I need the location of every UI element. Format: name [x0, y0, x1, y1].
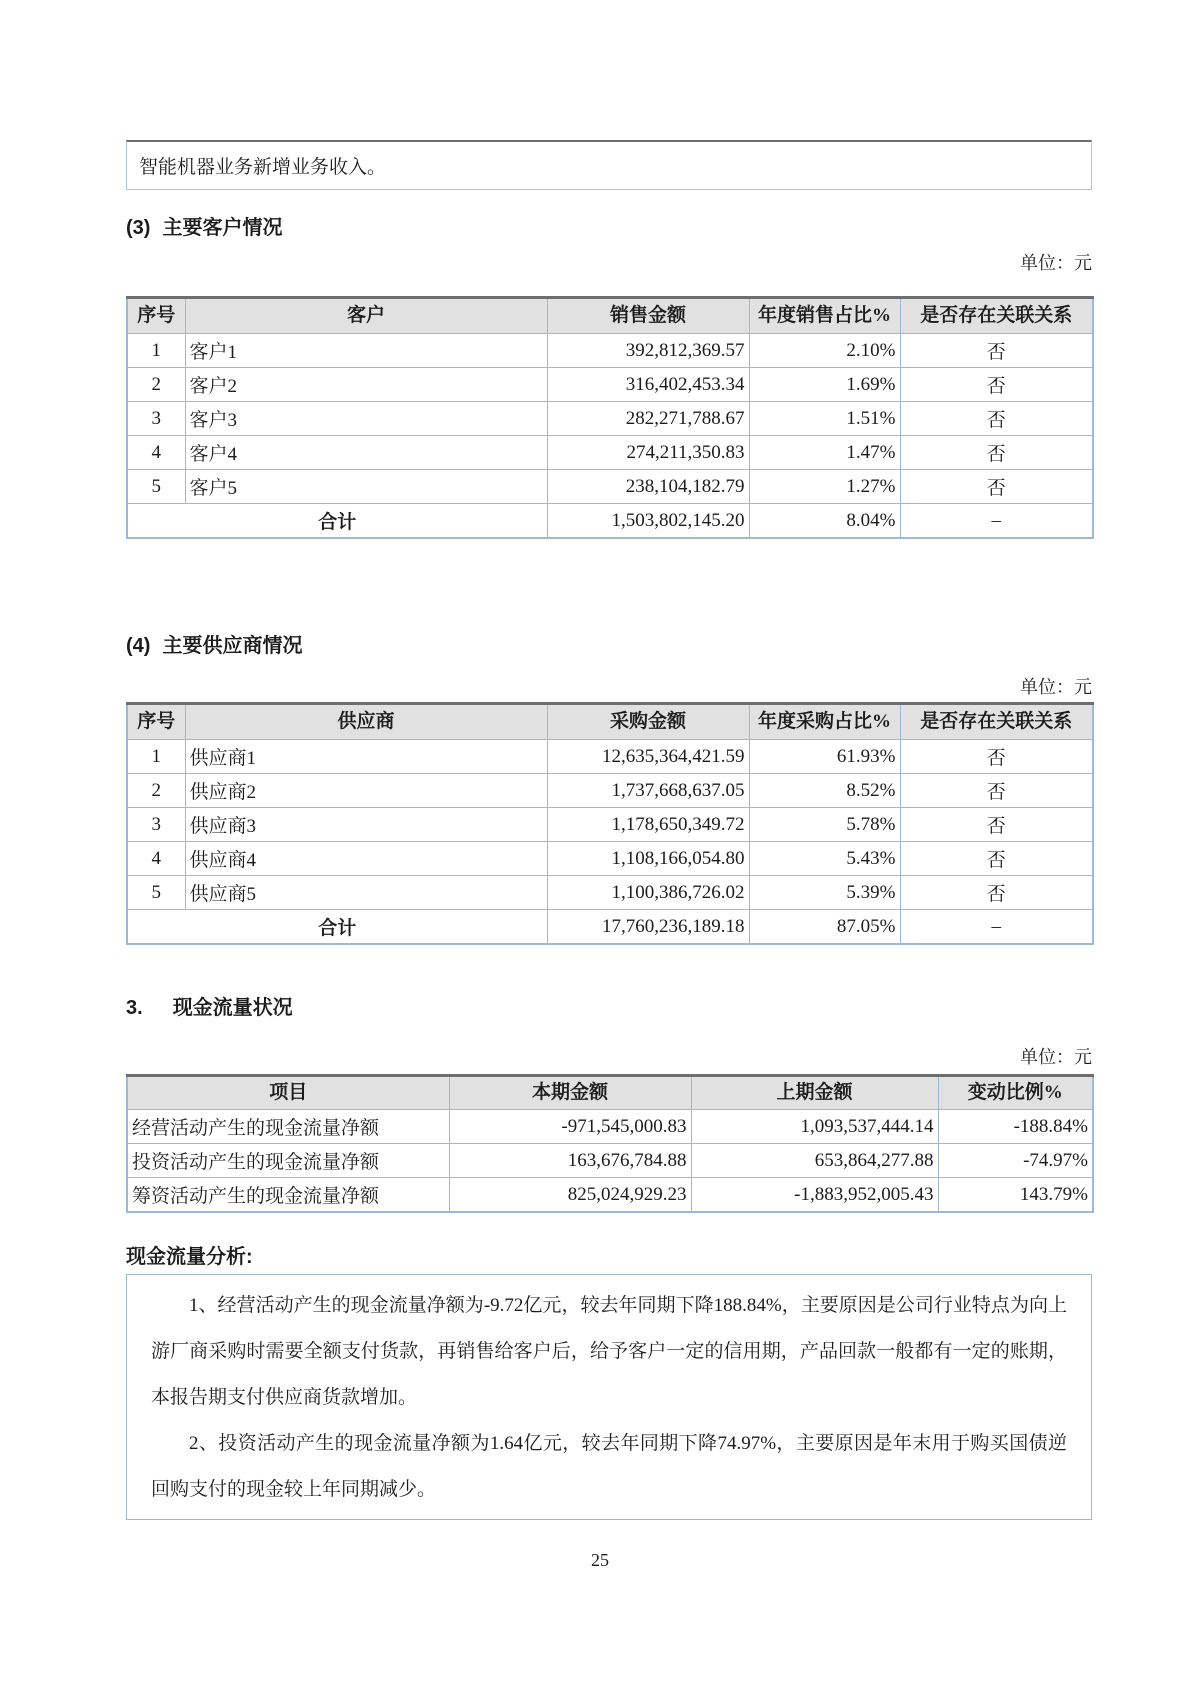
cashflow-header-row — [127, 1076, 1093, 1110]
seq-cell: 3 — [127, 402, 185, 436]
current-amount-cell: -971,545,000.83 — [449, 1110, 691, 1144]
prior-amount-cell: 1,093,537,444.14 — [691, 1110, 938, 1144]
amount-cell: 392,812,369.57 — [547, 334, 749, 368]
table-row — [127, 334, 1093, 368]
total-label-cell: 合计 — [127, 504, 547, 539]
name-cell: 客户2 — [185, 368, 547, 402]
total-amount-cell: 1,503,802,145.20 — [547, 504, 749, 539]
amount-cell: 1,178,650,349.72 — [547, 808, 749, 842]
seq-cell: 2 — [127, 774, 185, 808]
table-row — [127, 774, 1093, 808]
table-row — [127, 436, 1093, 470]
header-supplier: 供应商 — [185, 704, 547, 740]
seq-cell: 2 — [127, 368, 185, 402]
table-row — [127, 808, 1093, 842]
header-purchase-amount: 采购金额 — [547, 704, 749, 740]
name-cell: 供应商1 — [185, 740, 547, 774]
name-cell: 客户3 — [185, 402, 547, 436]
total-row — [127, 504, 1093, 539]
item-cell: 经营活动产生的现金流量净额 — [127, 1110, 449, 1144]
ratio-cell: 5.39% — [749, 876, 900, 910]
related-cell: 否 — [900, 436, 1093, 470]
page-number: 25 — [591, 1550, 609, 1570]
ratio-cell: 5.78% — [749, 808, 900, 842]
ratio-cell: 1.27% — [749, 470, 900, 504]
ratio-cell: 8.52% — [749, 774, 900, 808]
header-related: 是否存在关联关系 — [900, 298, 1093, 334]
table-row — [127, 1144, 1093, 1178]
customers-header-row — [127, 298, 1093, 334]
table-row — [127, 368, 1093, 402]
total-row — [127, 910, 1093, 945]
seq-cell: 1 — [127, 334, 185, 368]
section-heading-cashflow — [126, 996, 1092, 1020]
analysis-box — [126, 1274, 1092, 1520]
header-customer: 客户 — [185, 298, 547, 334]
customers-table — [126, 296, 1094, 539]
section-title: 主要供应商情况 — [162, 635, 303, 657]
suppliers-header-row — [127, 704, 1093, 740]
header-change-ratio: 变动比例% — [938, 1076, 1093, 1110]
item-cell: 筹资活动产生的现金流量净额 — [127, 1178, 449, 1213]
name-cell: 客户5 — [185, 470, 547, 504]
change-ratio-cell: -188.84% — [938, 1110, 1093, 1144]
amount-cell: 274,211,350.83 — [547, 436, 749, 470]
cashflow-table — [126, 1074, 1094, 1213]
seq-cell: 5 — [127, 876, 185, 910]
name-cell: 客户4 — [185, 436, 547, 470]
current-amount-cell: 163,676,784.88 — [449, 1144, 691, 1178]
amount-cell: 238,104,182.79 — [547, 470, 749, 504]
total-ratio-cell: 8.04% — [749, 504, 900, 539]
prior-amount-cell: 653,864,277.88 — [691, 1144, 938, 1178]
section-title: 主要客户情况 — [162, 217, 283, 239]
analysis-paragraph-1: 1、经营活动产生的现金流量净额为-9.72亿元，较去年同期下降188.84%，主要原因是公司行业特点为向上游厂商采购时需要全额支付货款，再销售给客户后，给予客户一定的信用期，产品回款一般都有一定的账期，本报告期支付供应商货款增加。 — [151, 1295, 1067, 1408]
header-seq: 序号 — [127, 704, 185, 740]
unit-label-customers: 单位：元 — [1020, 253, 1092, 273]
amount-cell: 1,100,386,726.02 — [547, 876, 749, 910]
related-cell: 否 — [900, 876, 1093, 910]
total-label-cell: 合计 — [127, 910, 547, 945]
header-item: 项目 — [127, 1076, 449, 1110]
item-cell: 投资活动产生的现金流量净额 — [127, 1144, 449, 1178]
ratio-cell: 61.93% — [749, 740, 900, 774]
total-ratio-cell: 87.05% — [749, 910, 900, 945]
unit-label-suppliers: 单位：元 — [1020, 677, 1092, 697]
ratio-cell: 5.43% — [749, 842, 900, 876]
related-cell: 否 — [900, 368, 1093, 402]
table-row — [127, 470, 1093, 504]
name-cell: 供应商2 — [185, 774, 547, 808]
table-row — [127, 842, 1093, 876]
table-row — [127, 1178, 1093, 1213]
total-related-cell: – — [900, 504, 1093, 539]
section-number: 3. — [126, 997, 143, 1019]
table-row — [127, 876, 1093, 910]
seq-cell: 4 — [127, 436, 185, 470]
header-sales-amount: 销售金额 — [547, 298, 749, 334]
header-prior-amount: 上期金额 — [691, 1076, 938, 1110]
section-number: (3) — [126, 217, 151, 239]
prior-amount-cell: -1,883,952,005.43 — [691, 1178, 938, 1213]
header-seq: 序号 — [127, 298, 185, 334]
seq-cell: 3 — [127, 808, 185, 842]
table-row — [127, 1110, 1093, 1144]
header-related: 是否存在关联关系 — [900, 704, 1093, 740]
unit-label-cashflow: 单位：元 — [1020, 1047, 1092, 1067]
amount-cell: 1,108,166,054.80 — [547, 842, 749, 876]
seq-cell: 5 — [127, 470, 185, 504]
total-amount-cell: 17,760,236,189.18 — [547, 910, 749, 945]
name-cell: 客户1 — [185, 334, 547, 368]
name-cell: 供应商4 — [185, 842, 547, 876]
seq-cell: 1 — [127, 740, 185, 774]
change-ratio-cell: 143.79% — [938, 1178, 1093, 1213]
header-purchase-ratio: 年度采购占比% — [749, 704, 900, 740]
amount-cell: 316,402,453.34 — [547, 368, 749, 402]
analysis-paragraph-2: 2、投资活动产生的现金流量净额为1.64亿元，较去年同期下降74.97%，主要原因是年末用于购买国债逆回购支付的现金较上年同期减少。 — [151, 1433, 1067, 1500]
amount-cell: 1,737,668,637.05 — [547, 774, 749, 808]
analysis-heading: 现金流量分析: — [126, 1246, 253, 1268]
suppliers-table — [126, 702, 1094, 945]
continuation-note-text: 智能机器业务新增业务收入。 — [139, 157, 387, 178]
header-current-amount: 本期金额 — [449, 1076, 691, 1110]
name-cell: 供应商3 — [185, 808, 547, 842]
related-cell: 否 — [900, 842, 1093, 876]
ratio-cell: 1.69% — [749, 368, 900, 402]
related-cell: 否 — [900, 740, 1093, 774]
ratio-cell: 2.10% — [749, 334, 900, 368]
related-cell: 否 — [900, 334, 1093, 368]
current-amount-cell: 825,024,929.23 — [449, 1178, 691, 1213]
seq-cell: 4 — [127, 842, 185, 876]
change-ratio-cell: -74.97% — [938, 1144, 1093, 1178]
related-cell: 否 — [900, 774, 1093, 808]
continuation-note-box — [126, 140, 1092, 190]
total-related-cell: – — [900, 910, 1093, 945]
section-heading-suppliers — [126, 634, 1092, 658]
ratio-cell: 1.51% — [749, 402, 900, 436]
section-heading-customers — [126, 216, 1092, 240]
amount-cell: 282,271,788.67 — [547, 402, 749, 436]
section-number: (4) — [126, 635, 151, 657]
related-cell: 否 — [900, 402, 1093, 436]
table-row — [127, 740, 1093, 774]
name-cell: 供应商5 — [185, 876, 547, 910]
ratio-cell: 1.47% — [749, 436, 900, 470]
related-cell: 否 — [900, 470, 1093, 504]
amount-cell: 12,635,364,421.59 — [547, 740, 749, 774]
related-cell: 否 — [900, 808, 1093, 842]
header-sales-ratio: 年度销售占比% — [749, 298, 900, 334]
section-title: 现金流量状况 — [172, 997, 293, 1019]
table-row — [127, 402, 1093, 436]
